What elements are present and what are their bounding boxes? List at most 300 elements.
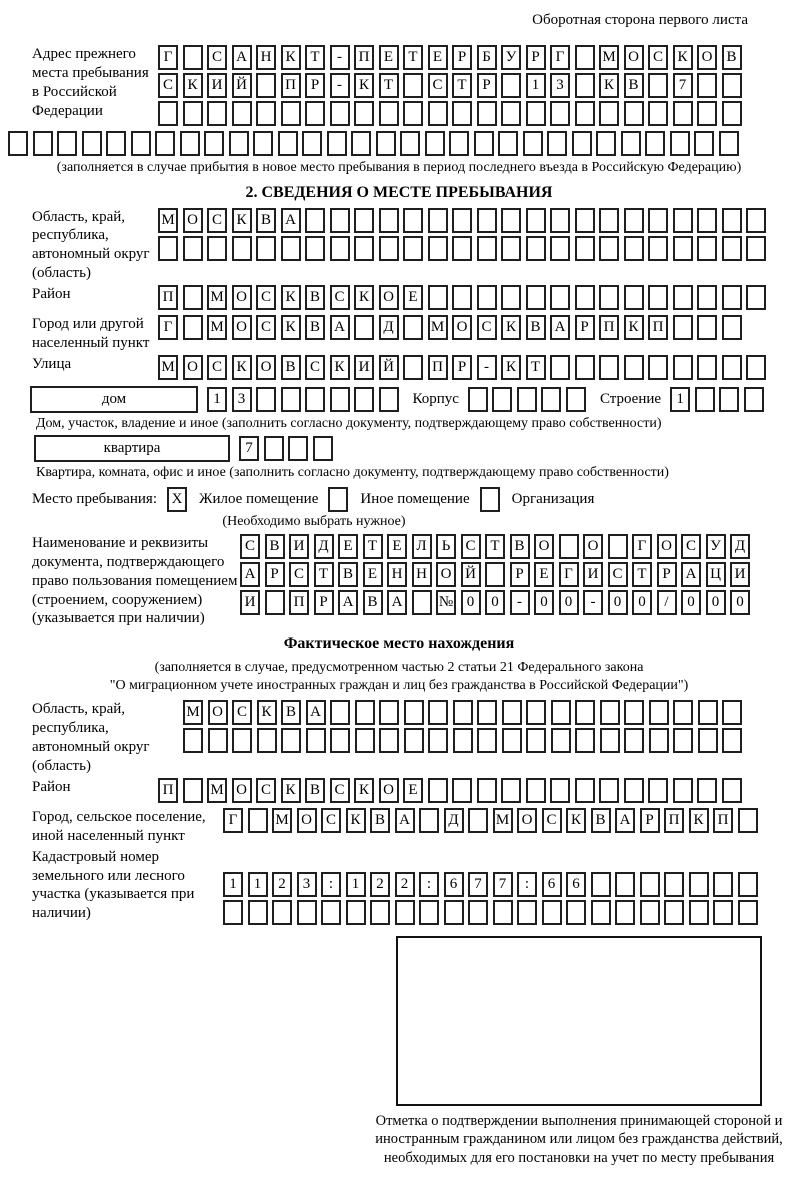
char-cell[interactable]: [403, 355, 423, 380]
char-cell[interactable]: П: [428, 355, 448, 380]
char-cell[interactable]: К: [281, 45, 301, 70]
char-cell[interactable]: С: [256, 778, 276, 803]
char-cell[interactable]: Л: [412, 534, 432, 559]
char-cell[interactable]: :: [517, 872, 537, 897]
char-cell[interactable]: О: [208, 700, 228, 725]
char-cell[interactable]: [346, 900, 366, 925]
char-cell[interactable]: [698, 728, 718, 753]
char-cell[interactable]: Д: [730, 534, 750, 559]
char-cell[interactable]: [664, 900, 684, 925]
char-cell[interactable]: [180, 131, 200, 156]
char-cell[interactable]: Д: [379, 315, 399, 340]
char-cell[interactable]: [526, 728, 546, 753]
char-cell[interactable]: [719, 387, 739, 412]
char-cell[interactable]: [697, 315, 717, 340]
char-cell[interactable]: [305, 101, 325, 126]
char-cell[interactable]: [722, 285, 742, 310]
char-cell[interactable]: [8, 131, 28, 156]
char-cell[interactable]: [713, 900, 733, 925]
char-cell[interactable]: Р: [526, 45, 546, 70]
char-cell[interactable]: 6: [444, 872, 464, 897]
char-cell[interactable]: П: [599, 315, 619, 340]
char-cell[interactable]: [330, 728, 350, 753]
char-cell[interactable]: И: [583, 562, 603, 587]
char-cell[interactable]: [404, 728, 424, 753]
char-cell[interactable]: В: [363, 590, 383, 615]
char-cell[interactable]: К: [354, 778, 374, 803]
char-cell[interactable]: [541, 387, 561, 412]
char-cell[interactable]: Р: [477, 73, 497, 98]
char-cell[interactable]: [649, 728, 669, 753]
char-cell[interactable]: К: [624, 315, 644, 340]
char-cell[interactable]: [453, 700, 473, 725]
char-cell[interactable]: [403, 73, 423, 98]
char-cell[interactable]: [697, 285, 717, 310]
char-cell[interactable]: В: [305, 315, 325, 340]
char-cell[interactable]: [526, 700, 546, 725]
char-cell[interactable]: [305, 236, 325, 261]
char-cell[interactable]: П: [664, 808, 684, 833]
char-cell[interactable]: [621, 131, 641, 156]
char-cell[interactable]: [330, 236, 350, 261]
char-cell[interactable]: [183, 778, 203, 803]
char-cell[interactable]: [288, 436, 308, 461]
char-cell[interactable]: [425, 131, 445, 156]
char-cell[interactable]: :: [419, 872, 439, 897]
char-cell[interactable]: [517, 387, 537, 412]
char-cell[interactable]: 7: [239, 436, 259, 461]
char-cell[interactable]: А: [306, 700, 326, 725]
char-cell[interactable]: [354, 236, 374, 261]
char-cell[interactable]: [550, 236, 570, 261]
char-cell[interactable]: [722, 315, 742, 340]
char-cell[interactable]: [330, 387, 350, 412]
char-cell[interactable]: 1: [207, 387, 227, 412]
char-cell[interactable]: [744, 387, 764, 412]
char-cell[interactable]: [697, 778, 717, 803]
char-cell[interactable]: [551, 728, 571, 753]
char-cell[interactable]: О: [624, 45, 644, 70]
organization-checkbox[interactable]: [480, 487, 500, 512]
char-cell[interactable]: [722, 728, 742, 753]
char-cell[interactable]: Г: [158, 45, 178, 70]
char-cell[interactable]: [330, 101, 350, 126]
char-cell[interactable]: [599, 778, 619, 803]
char-cell[interactable]: [698, 700, 718, 725]
char-cell[interactable]: В: [370, 808, 390, 833]
char-cell[interactable]: [673, 355, 693, 380]
char-cell[interactable]: [550, 101, 570, 126]
char-cell[interactable]: Д: [444, 808, 464, 833]
char-cell[interactable]: [550, 355, 570, 380]
char-cell[interactable]: [599, 101, 619, 126]
char-cell[interactable]: [673, 285, 693, 310]
char-cell[interactable]: К: [232, 208, 252, 233]
char-cell[interactable]: В: [624, 73, 644, 98]
char-cell[interactable]: [419, 808, 439, 833]
char-cell[interactable]: [746, 285, 766, 310]
char-cell[interactable]: 2: [272, 872, 292, 897]
char-cell[interactable]: [354, 208, 374, 233]
char-cell[interactable]: [600, 700, 620, 725]
char-cell[interactable]: [697, 208, 717, 233]
char-cell[interactable]: [738, 808, 758, 833]
char-cell[interactable]: [526, 285, 546, 310]
char-cell[interactable]: Н: [387, 562, 407, 587]
char-cell[interactable]: [624, 101, 644, 126]
char-cell[interactable]: [264, 436, 284, 461]
char-cell[interactable]: [722, 700, 742, 725]
char-cell[interactable]: [477, 778, 497, 803]
char-cell[interactable]: [278, 131, 298, 156]
char-cell[interactable]: [428, 728, 448, 753]
char-cell[interactable]: [400, 131, 420, 156]
char-cell[interactable]: [248, 900, 268, 925]
char-cell[interactable]: [208, 728, 228, 753]
char-cell[interactable]: [403, 236, 423, 261]
char-cell[interactable]: [321, 900, 341, 925]
char-cell[interactable]: [673, 236, 693, 261]
char-cell[interactable]: С: [542, 808, 562, 833]
char-cell[interactable]: [131, 131, 151, 156]
char-cell[interactable]: [673, 101, 693, 126]
char-cell[interactable]: М: [207, 315, 227, 340]
char-cell[interactable]: [183, 101, 203, 126]
char-cell[interactable]: Н: [256, 45, 276, 70]
char-cell[interactable]: [542, 900, 562, 925]
char-cell[interactable]: [183, 285, 203, 310]
char-cell[interactable]: [624, 208, 644, 233]
char-cell[interactable]: К: [281, 285, 301, 310]
char-cell[interactable]: [615, 872, 635, 897]
char-cell[interactable]: [697, 101, 717, 126]
char-cell[interactable]: [648, 73, 668, 98]
char-cell[interactable]: С: [461, 534, 481, 559]
char-cell[interactable]: П: [289, 590, 309, 615]
char-cell[interactable]: В: [338, 562, 358, 587]
char-cell[interactable]: [517, 900, 537, 925]
char-cell[interactable]: А: [240, 562, 260, 587]
char-cell[interactable]: Г: [632, 534, 652, 559]
char-cell[interactable]: [722, 355, 742, 380]
char-cell[interactable]: [746, 208, 766, 233]
char-cell[interactable]: И: [354, 355, 374, 380]
char-cell[interactable]: С: [158, 73, 178, 98]
char-cell[interactable]: А: [338, 590, 358, 615]
char-cell[interactable]: [599, 285, 619, 310]
char-cell[interactable]: Г: [158, 315, 178, 340]
char-cell[interactable]: [596, 131, 616, 156]
char-cell[interactable]: [281, 728, 301, 753]
char-cell[interactable]: [719, 131, 739, 156]
char-cell[interactable]: В: [510, 534, 530, 559]
char-cell[interactable]: [302, 131, 322, 156]
char-cell[interactable]: [306, 728, 326, 753]
char-cell[interactable]: Е: [403, 285, 423, 310]
char-cell[interactable]: 0: [608, 590, 628, 615]
char-cell[interactable]: [501, 236, 521, 261]
char-cell[interactable]: [559, 534, 579, 559]
char-cell[interactable]: [575, 728, 595, 753]
char-cell[interactable]: Р: [657, 562, 677, 587]
char-cell[interactable]: 0: [559, 590, 579, 615]
char-cell[interactable]: [523, 131, 543, 156]
char-cell[interactable]: [550, 285, 570, 310]
char-cell[interactable]: Й: [232, 73, 252, 98]
char-cell[interactable]: А: [395, 808, 415, 833]
char-cell[interactable]: [547, 131, 567, 156]
char-cell[interactable]: [395, 900, 415, 925]
char-cell[interactable]: [477, 208, 497, 233]
char-cell[interactable]: Е: [403, 778, 423, 803]
char-cell[interactable]: [428, 101, 448, 126]
char-cell[interactable]: /: [657, 590, 677, 615]
char-cell[interactable]: [281, 236, 301, 261]
char-cell[interactable]: [550, 778, 570, 803]
char-cell[interactable]: [351, 131, 371, 156]
char-cell[interactable]: К: [599, 73, 619, 98]
char-cell[interactable]: К: [346, 808, 366, 833]
char-cell[interactable]: 3: [232, 387, 252, 412]
char-cell[interactable]: М: [207, 285, 227, 310]
char-cell[interactable]: 6: [542, 872, 562, 897]
char-cell[interactable]: [256, 101, 276, 126]
char-cell[interactable]: М: [158, 208, 178, 233]
char-cell[interactable]: [599, 355, 619, 380]
char-cell[interactable]: [664, 872, 684, 897]
char-cell[interactable]: О: [583, 534, 603, 559]
char-cell[interactable]: А: [281, 208, 301, 233]
char-cell[interactable]: [697, 236, 717, 261]
char-cell[interactable]: [624, 285, 644, 310]
char-cell[interactable]: И: [730, 562, 750, 587]
char-cell[interactable]: 2: [395, 872, 415, 897]
char-cell[interactable]: А: [330, 315, 350, 340]
char-cell[interactable]: П: [354, 45, 374, 70]
char-cell[interactable]: [575, 700, 595, 725]
char-cell[interactable]: [404, 700, 424, 725]
char-cell[interactable]: Й: [379, 355, 399, 380]
char-cell[interactable]: [376, 131, 396, 156]
char-cell[interactable]: С: [330, 285, 350, 310]
char-cell[interactable]: [485, 562, 505, 587]
char-cell[interactable]: [746, 355, 766, 380]
char-cell[interactable]: [449, 131, 469, 156]
char-cell[interactable]: [608, 534, 628, 559]
char-cell[interactable]: [82, 131, 102, 156]
char-cell[interactable]: [370, 900, 390, 925]
char-cell[interactable]: [695, 387, 715, 412]
char-cell[interactable]: С: [608, 562, 628, 587]
char-cell[interactable]: [738, 900, 758, 925]
char-cell[interactable]: Ь: [436, 534, 456, 559]
char-cell[interactable]: В: [281, 700, 301, 725]
char-cell[interactable]: №: [436, 590, 456, 615]
char-cell[interactable]: 2: [370, 872, 390, 897]
char-cell[interactable]: Р: [305, 73, 325, 98]
char-cell[interactable]: [648, 208, 668, 233]
char-cell[interactable]: [207, 236, 227, 261]
char-cell[interactable]: [232, 236, 252, 261]
char-cell[interactable]: Т: [485, 534, 505, 559]
char-cell[interactable]: [689, 872, 709, 897]
char-cell[interactable]: [155, 131, 175, 156]
char-cell[interactable]: О: [517, 808, 537, 833]
char-cell[interactable]: О: [232, 315, 252, 340]
char-cell[interactable]: А: [550, 315, 570, 340]
char-cell[interactable]: [158, 101, 178, 126]
char-cell[interactable]: [477, 101, 497, 126]
char-cell[interactable]: [33, 131, 53, 156]
char-cell[interactable]: [257, 728, 277, 753]
char-cell[interactable]: Е: [534, 562, 554, 587]
char-cell[interactable]: С: [207, 45, 227, 70]
char-cell[interactable]: [722, 778, 742, 803]
char-cell[interactable]: [670, 131, 690, 156]
char-cell[interactable]: О: [183, 208, 203, 233]
char-cell[interactable]: К: [354, 285, 374, 310]
char-cell[interactable]: [354, 315, 374, 340]
char-cell[interactable]: -: [330, 45, 350, 70]
char-cell[interactable]: [575, 45, 595, 70]
char-cell[interactable]: [297, 900, 317, 925]
char-cell[interactable]: 0: [706, 590, 726, 615]
char-cell[interactable]: А: [387, 590, 407, 615]
char-cell[interactable]: С: [648, 45, 668, 70]
char-cell[interactable]: [673, 778, 693, 803]
char-cell[interactable]: [477, 700, 497, 725]
char-cell[interactable]: С: [240, 534, 260, 559]
char-cell[interactable]: [452, 236, 472, 261]
char-cell[interactable]: [501, 778, 521, 803]
char-cell[interactable]: [673, 700, 693, 725]
char-cell[interactable]: -: [583, 590, 603, 615]
char-cell[interactable]: У: [501, 45, 521, 70]
char-cell[interactable]: [551, 700, 571, 725]
char-cell[interactable]: [673, 315, 693, 340]
char-cell[interactable]: [689, 900, 709, 925]
char-cell[interactable]: П: [648, 315, 668, 340]
char-cell[interactable]: Т: [452, 73, 472, 98]
char-cell[interactable]: [722, 236, 742, 261]
char-cell[interactable]: Е: [428, 45, 448, 70]
char-cell[interactable]: С: [232, 700, 252, 725]
char-cell[interactable]: [477, 236, 497, 261]
char-cell[interactable]: 0: [632, 590, 652, 615]
char-cell[interactable]: [649, 700, 669, 725]
char-cell[interactable]: 3: [297, 872, 317, 897]
char-cell[interactable]: [624, 700, 644, 725]
char-cell[interactable]: Р: [640, 808, 660, 833]
char-cell[interactable]: [379, 208, 399, 233]
char-cell[interactable]: 0: [681, 590, 701, 615]
char-cell[interactable]: [281, 101, 301, 126]
char-cell[interactable]: [648, 285, 668, 310]
char-cell[interactable]: Р: [265, 562, 285, 587]
char-cell[interactable]: 0: [730, 590, 750, 615]
char-cell[interactable]: Ц: [706, 562, 726, 587]
char-cell[interactable]: К: [183, 73, 203, 98]
char-cell[interactable]: [526, 101, 546, 126]
char-cell[interactable]: [313, 436, 333, 461]
char-cell[interactable]: [575, 285, 595, 310]
char-cell[interactable]: М: [183, 700, 203, 725]
char-cell[interactable]: 7: [493, 872, 513, 897]
char-cell[interactable]: К: [354, 73, 374, 98]
char-cell[interactable]: [232, 728, 252, 753]
char-cell[interactable]: А: [615, 808, 635, 833]
char-cell[interactable]: М: [493, 808, 513, 833]
char-cell[interactable]: [452, 778, 472, 803]
char-cell[interactable]: С: [330, 778, 350, 803]
char-cell[interactable]: Т: [632, 562, 652, 587]
char-cell[interactable]: 1: [526, 73, 546, 98]
residential-checkbox[interactable]: X: [167, 487, 187, 512]
char-cell[interactable]: В: [526, 315, 546, 340]
char-cell[interactable]: [474, 131, 494, 156]
char-cell[interactable]: [57, 131, 77, 156]
char-cell[interactable]: Р: [575, 315, 595, 340]
char-cell[interactable]: Р: [510, 562, 530, 587]
char-cell[interactable]: [575, 355, 595, 380]
char-cell[interactable]: [738, 872, 758, 897]
char-cell[interactable]: [713, 872, 733, 897]
char-cell[interactable]: [502, 700, 522, 725]
char-cell[interactable]: 1: [346, 872, 366, 897]
char-cell[interactable]: М: [207, 778, 227, 803]
char-cell[interactable]: 6: [566, 872, 586, 897]
char-cell[interactable]: [305, 208, 325, 233]
char-cell[interactable]: П: [713, 808, 733, 833]
char-cell[interactable]: П: [158, 285, 178, 310]
char-cell[interactable]: К: [501, 355, 521, 380]
char-cell[interactable]: [412, 590, 432, 615]
char-cell[interactable]: [566, 900, 586, 925]
char-cell[interactable]: [591, 872, 611, 897]
char-cell[interactable]: Е: [338, 534, 358, 559]
char-cell[interactable]: [599, 208, 619, 233]
char-cell[interactable]: [572, 131, 592, 156]
char-cell[interactable]: [281, 387, 301, 412]
char-cell[interactable]: И: [207, 73, 227, 98]
char-cell[interactable]: 7: [468, 872, 488, 897]
char-cell[interactable]: [477, 728, 497, 753]
char-cell[interactable]: Г: [223, 808, 243, 833]
char-cell[interactable]: [526, 208, 546, 233]
char-cell[interactable]: [550, 208, 570, 233]
char-cell[interactable]: [501, 208, 521, 233]
char-cell[interactable]: [694, 131, 714, 156]
char-cell[interactable]: -: [477, 355, 497, 380]
char-cell[interactable]: [453, 728, 473, 753]
char-cell[interactable]: А: [681, 562, 701, 587]
char-cell[interactable]: [403, 208, 423, 233]
char-cell[interactable]: [158, 236, 178, 261]
char-cell[interactable]: К: [673, 45, 693, 70]
char-cell[interactable]: [498, 131, 518, 156]
char-cell[interactable]: В: [722, 45, 742, 70]
char-cell[interactable]: [419, 900, 439, 925]
char-cell[interactable]: [575, 73, 595, 98]
char-cell[interactable]: Н: [412, 562, 432, 587]
char-cell[interactable]: В: [305, 778, 325, 803]
char-cell[interactable]: С: [428, 73, 448, 98]
char-cell[interactable]: [183, 315, 203, 340]
char-cell[interactable]: [327, 131, 347, 156]
char-cell[interactable]: [183, 45, 203, 70]
char-cell[interactable]: Т: [379, 73, 399, 98]
char-cell[interactable]: [272, 900, 292, 925]
